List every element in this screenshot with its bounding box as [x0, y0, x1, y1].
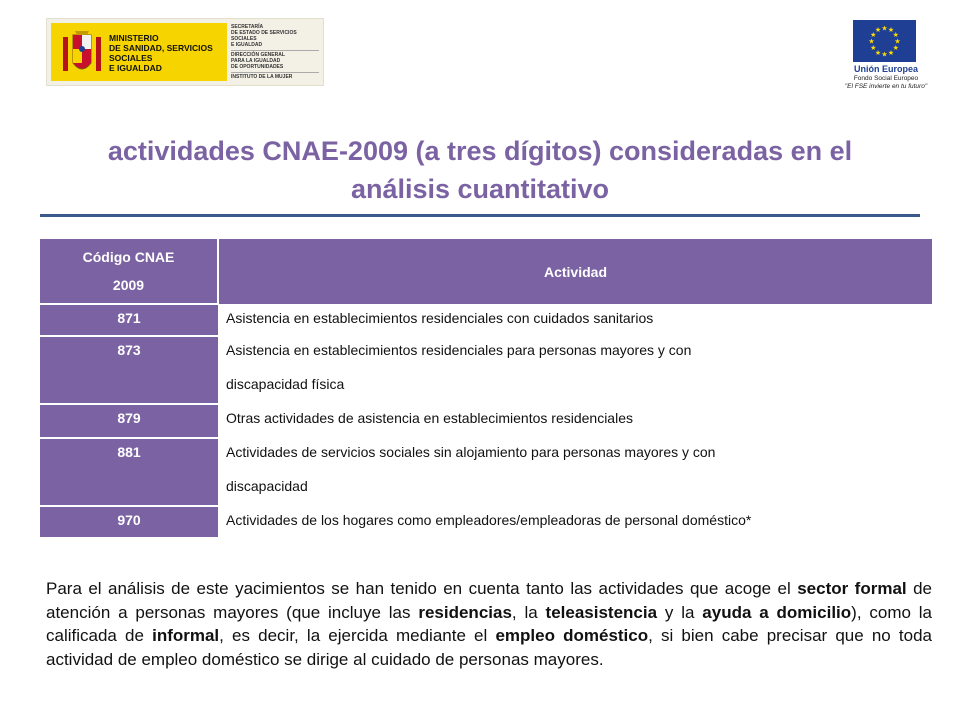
- ministry-line-3: E IGUALDAD: [109, 63, 162, 73]
- table-header-row: [40, 239, 932, 304]
- title-line-1: actividades CNAE-2009 (a tres dígitos) consideradas en el: [107, 136, 853, 166]
- ministry-line-1: MINISTERIO: [109, 33, 159, 43]
- cnae-table: [40, 239, 932, 537]
- row-activity-line: Otras actividades de asistencia en establecimientos residenciales: [226, 410, 633, 426]
- para-bold: residencias: [418, 602, 512, 622]
- para-text: , es decir, la ejercida mediante el: [219, 626, 496, 645]
- para-bold: teleasistencia: [545, 602, 658, 622]
- table-row: [40, 404, 932, 438]
- eu-motto: "El FSE invierte en tu futuro": [844, 83, 928, 90]
- para-text: ), como la calificada de: [46, 602, 933, 645]
- row-activity: [218, 506, 932, 537]
- table-row: [40, 304, 932, 336]
- row-activity-line: discapacidad física: [226, 376, 345, 392]
- row-code: 881: [40, 438, 218, 506]
- table-row: [40, 506, 932, 537]
- eu-star-icon: ★: [874, 27, 882, 35]
- row-activity: [218, 336, 932, 404]
- header-code: [40, 239, 218, 304]
- table-row: [40, 336, 932, 404]
- eu-stars-icon: [853, 20, 916, 62]
- para-bold: sector formal: [797, 579, 907, 598]
- row-activity-line: Asistencia en establecimientos residenciales para personas mayores y con: [226, 342, 692, 358]
- eu-star-icon: ★: [870, 45, 877, 52]
- instituto-block: [231, 73, 319, 82]
- title-divider: [40, 214, 920, 217]
- instituto-label: INSTITUTO DE LA MUJER: [231, 74, 293, 80]
- eu-fund: Fondo Social Europeo: [853, 75, 919, 82]
- para-text: y la: [657, 602, 703, 622]
- eu-star-icon: ★: [894, 38, 901, 46]
- table-row: [40, 438, 932, 506]
- eu-star-icon: ★: [881, 25, 888, 33]
- para-bold: informal: [152, 626, 220, 645]
- eu-star-icon: ★: [868, 38, 875, 46]
- ministry-logo: [46, 18, 324, 86]
- ministry-sub-units: [231, 23, 319, 81]
- header-code-line-2: 2009: [112, 277, 145, 293]
- eu-logo-text: [836, 64, 936, 91]
- coat-of-arms-icon: [61, 29, 103, 81]
- row-code: 970: [40, 506, 218, 537]
- eu-star-icon: ★: [887, 49, 895, 57]
- para-text: Para el análisis de este yacimientos se han tenido en cuenta tanto las actividades que acoge el: [46, 579, 798, 598]
- direccion-line-3: DE OPORTUNIDADES: [231, 64, 284, 70]
- secretaria-line-1: SECRETARÍA: [231, 24, 264, 30]
- direccion-line-1: DIRECCIÓN GENERAL: [231, 52, 285, 58]
- secretaria-block: [231, 23, 319, 51]
- ministry-name: [109, 33, 229, 73]
- row-code: 879: [40, 404, 218, 438]
- secretaria-line-3: E IGUALDAD: [231, 42, 263, 48]
- row-activity-line: Actividades de servicios sociales sin alojamiento para personas mayores y con: [226, 444, 716, 460]
- eu-star-icon: ★: [892, 45, 899, 52]
- row-code: 871: [40, 304, 218, 336]
- para-text: , la: [511, 602, 546, 622]
- row-code: 873: [40, 336, 218, 404]
- para-text: , si bien cabe precisar que no toda actividad de empleo doméstico se dirige al cuidado de personas mayores.: [46, 626, 932, 669]
- header-code-line-1: Código CNAE: [82, 249, 175, 265]
- row-activity: [218, 438, 932, 506]
- eu-star-icon: ★: [892, 32, 899, 39]
- title-line-2: análisis cuantitativo: [350, 174, 610, 204]
- row-activity-line: Actividades de los hogares como empleadores/empleadoras de personal doméstico*: [226, 512, 752, 528]
- body-paragraph: [46, 577, 932, 671]
- eu-name: Unión Europea: [853, 64, 918, 74]
- para-bold: empleo doméstico: [495, 626, 649, 645]
- direccion-line-2: PARA LA IGUALDAD: [231, 58, 281, 64]
- ministry-logo-yellow-panel: [51, 23, 227, 81]
- direccion-block: [231, 51, 319, 73]
- row-activity: [218, 304, 932, 336]
- row-activity: [218, 404, 932, 438]
- page-title: [40, 132, 920, 208]
- eu-flag: [853, 20, 916, 62]
- para-bold: ayuda a domicilio: [702, 602, 852, 622]
- para-text: de atención a personas mayores (que incluye las: [46, 579, 932, 622]
- secretaria-line-2: DE ESTADO DE SERVICIOS SOCIALES: [231, 30, 297, 42]
- row-activity-line: discapacidad: [226, 478, 308, 494]
- ministry-line-2: DE SANIDAD, SERVICIOS SOCIALES: [109, 43, 213, 63]
- eu-star-icon: ★: [881, 51, 888, 59]
- eu-star-icon: ★: [870, 32, 877, 39]
- header-activity: Actividad: [218, 239, 932, 304]
- row-activity-line: Asistencia en establecimientos residenciales con cuidados sanitarios: [226, 310, 654, 326]
- eu-star-icon: ★: [874, 49, 882, 57]
- eu-star-icon: ★: [887, 27, 895, 35]
